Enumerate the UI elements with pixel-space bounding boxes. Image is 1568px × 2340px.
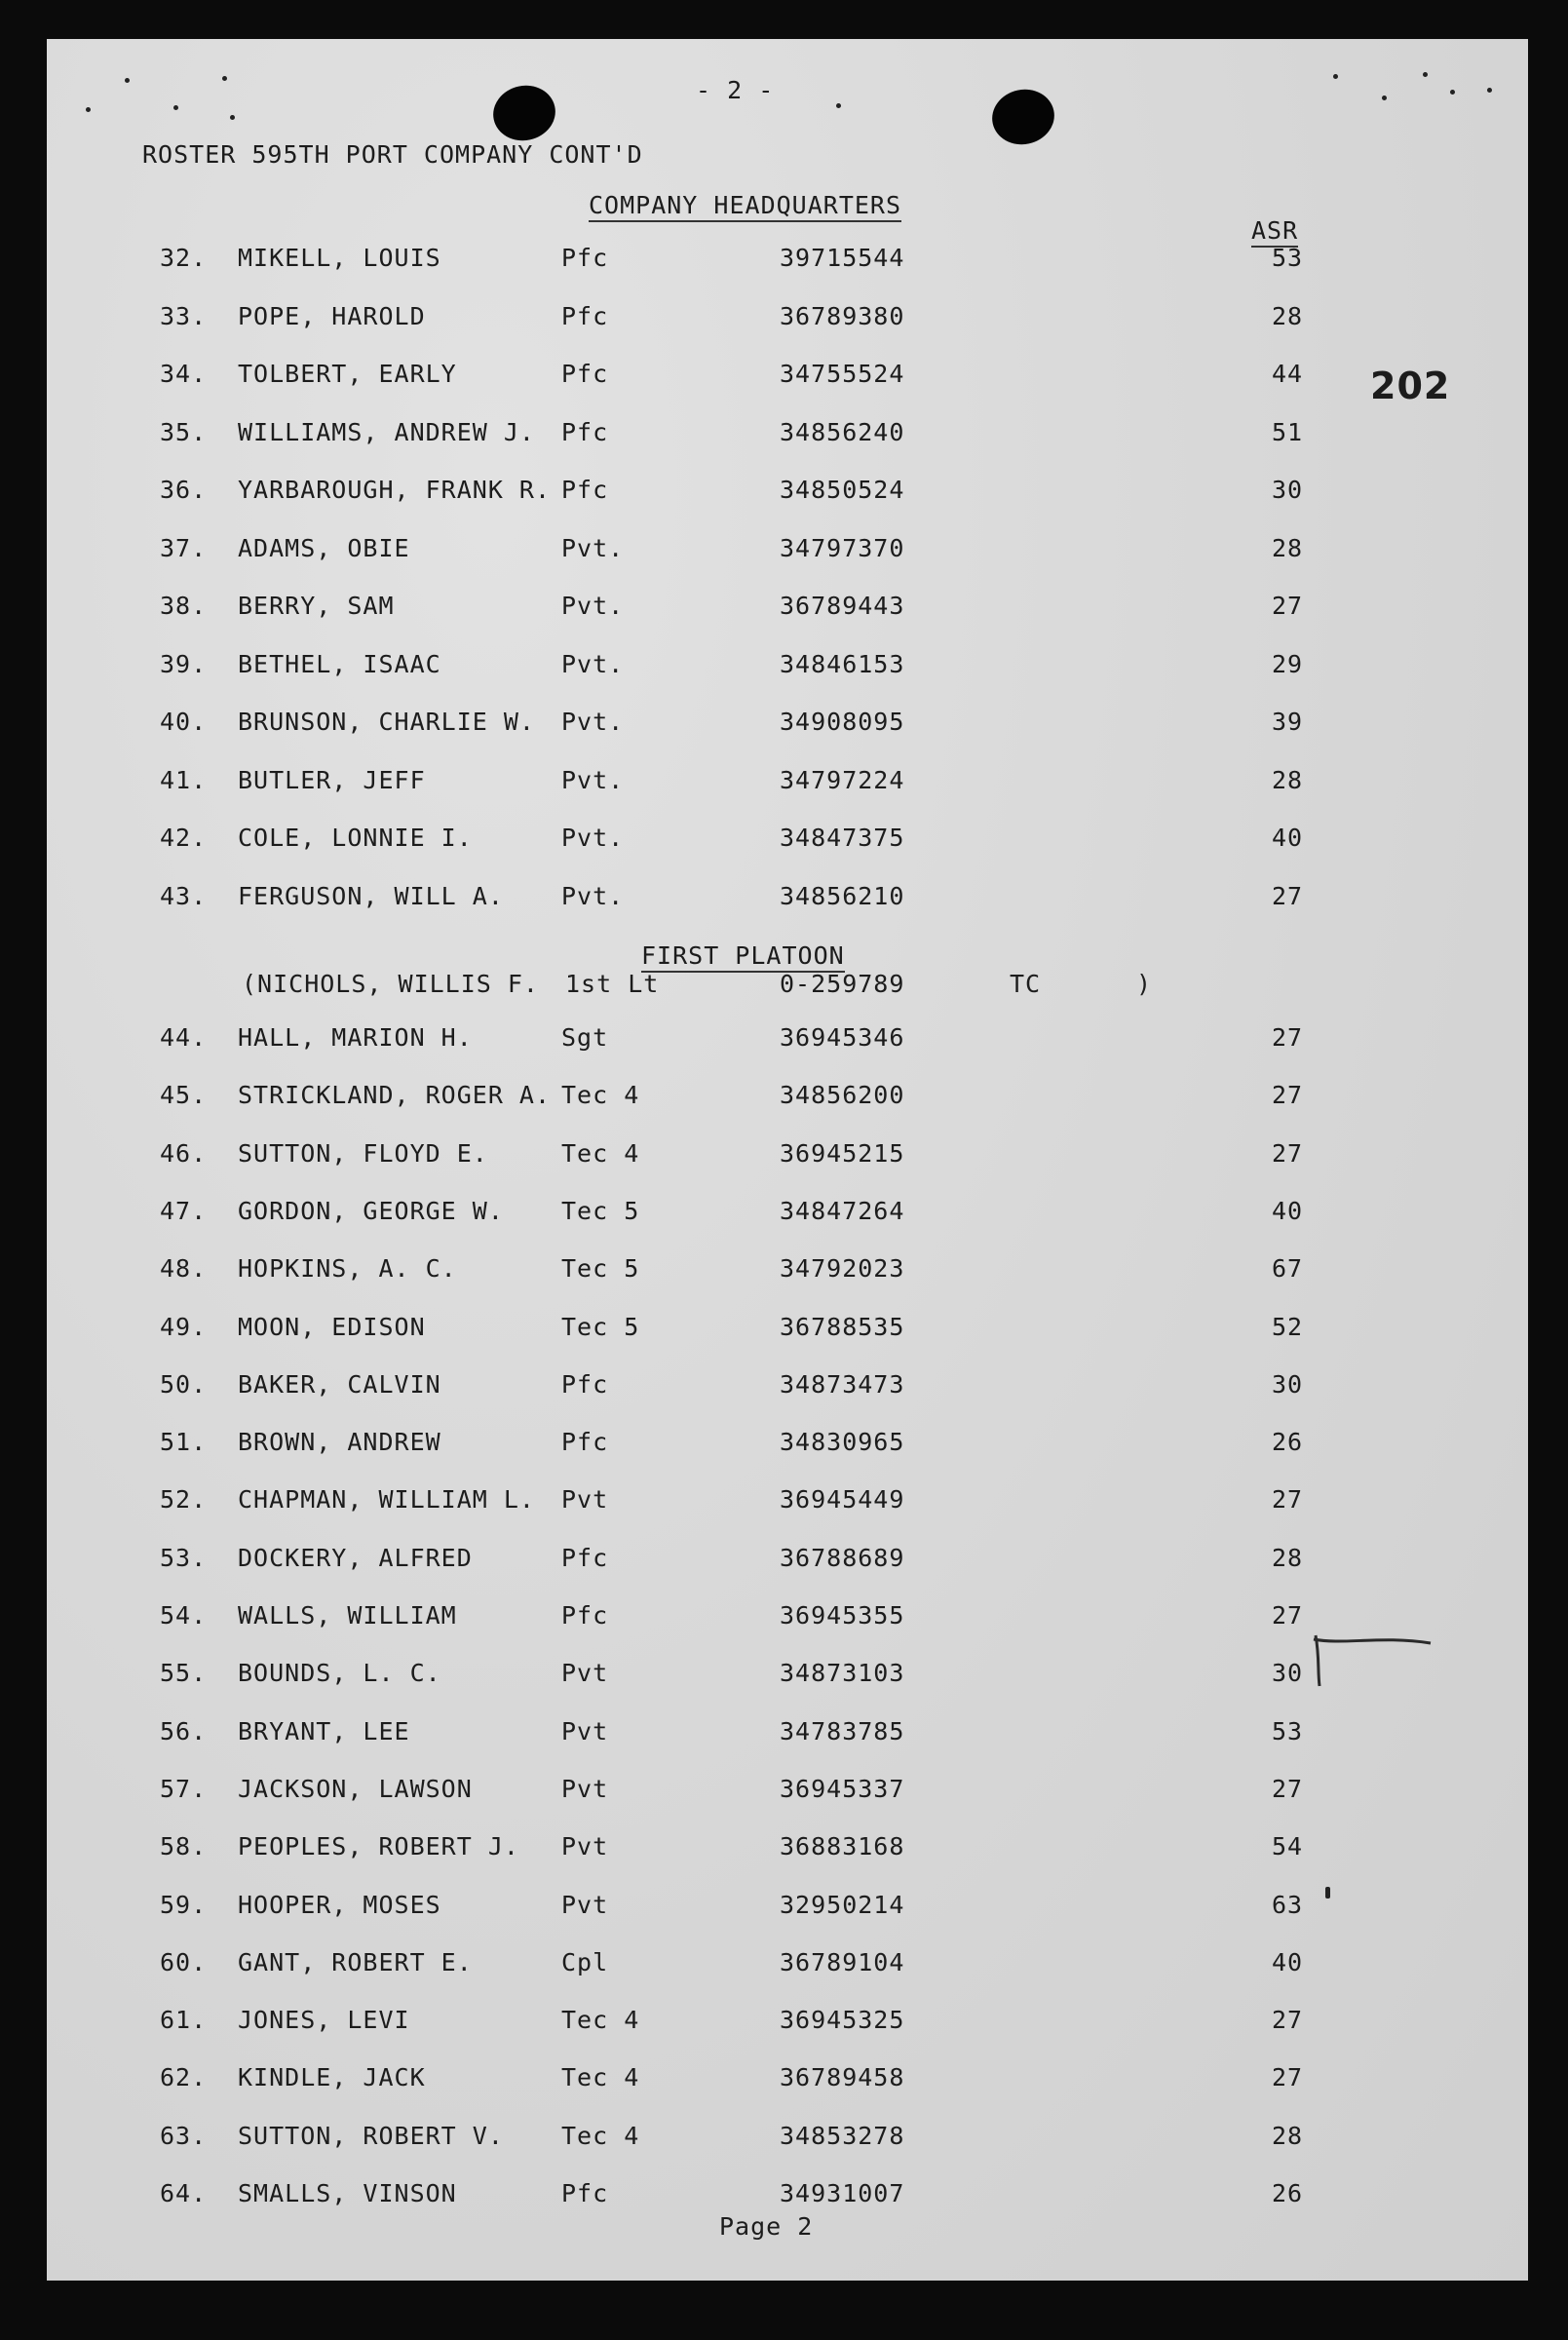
row-rank: Tec 5 bbox=[561, 1312, 640, 1341]
row-serial-number: 34755524 bbox=[780, 360, 905, 388]
row-name: SUTTON, FLOYD E. bbox=[238, 1138, 488, 1168]
row-number: 38. bbox=[160, 592, 208, 620]
speck bbox=[173, 105, 178, 110]
roster-row bbox=[47, 766, 1528, 805]
row-name: SUTTON, ROBERT V. bbox=[238, 2121, 504, 2150]
roster-row bbox=[47, 1081, 1528, 1120]
row-serial-number: 34792023 bbox=[780, 1254, 905, 1284]
row-asr-score: 27 bbox=[1271, 1081, 1304, 1110]
row-serial-number: 36789443 bbox=[780, 592, 905, 620]
roster-row bbox=[47, 708, 1528, 747]
officer-name: (NICHOLS, WILLIS F. bbox=[242, 970, 539, 998]
roster-row bbox=[47, 1428, 1528, 1467]
row-asr-score: 30 bbox=[1271, 1369, 1304, 1399]
row-name: YARBAROUGH, FRANK R. bbox=[238, 476, 552, 504]
row-name: ADAMS, OBIE bbox=[238, 533, 410, 562]
roster-row bbox=[47, 1485, 1528, 1524]
row-rank: Tec 5 bbox=[561, 1196, 640, 1225]
row-number: 55. bbox=[160, 1659, 208, 1688]
row-serial-number: 34856200 bbox=[780, 1081, 905, 1110]
row-number: 62. bbox=[160, 2063, 208, 2092]
roster-row bbox=[47, 418, 1528, 457]
row-asr-score: 44 bbox=[1271, 360, 1304, 388]
row-name: BERRY, SAM bbox=[238, 592, 395, 620]
row-rank: Tec 4 bbox=[561, 1138, 640, 1168]
officer-note: TC bbox=[1010, 970, 1042, 998]
row-name: MOON, EDISON bbox=[238, 1312, 426, 1341]
row-asr-score: 27 bbox=[1271, 1774, 1304, 1803]
row-asr-score: 63 bbox=[1271, 1890, 1304, 1919]
row-name: WILLIAMS, ANDREW J. bbox=[238, 417, 535, 446]
row-rank: Pvt bbox=[561, 1890, 609, 1919]
punch-hole-left bbox=[488, 80, 560, 146]
row-number: 35. bbox=[160, 417, 208, 446]
row-rank: Cpl bbox=[561, 1947, 609, 1976]
row-asr-score: 67 bbox=[1271, 1254, 1304, 1284]
roster-row bbox=[47, 592, 1528, 631]
row-name: CHAPMAN, WILLIAM L. bbox=[238, 1485, 535, 1515]
row-serial-number: 32950214 bbox=[780, 1890, 905, 1919]
row-name: FERGUSON, WILL A. bbox=[238, 881, 504, 910]
row-asr-score: 27 bbox=[1271, 1138, 1304, 1168]
row-rank: Pvt bbox=[561, 1774, 609, 1803]
row-name: GORDON, GEORGE W. bbox=[238, 1196, 504, 1225]
officer-serial: 0-259789 bbox=[780, 970, 905, 998]
row-rank: Pfc bbox=[561, 1543, 609, 1572]
row-rank: Pvt. bbox=[561, 592, 625, 620]
row-number: 40. bbox=[160, 708, 208, 736]
row-number: 42. bbox=[160, 824, 208, 852]
officer-row bbox=[47, 970, 1528, 1009]
page-footer: Page 2 bbox=[719, 2212, 814, 2241]
row-serial-number: 34850524 bbox=[780, 476, 905, 504]
row-number: 52. bbox=[160, 1485, 208, 1515]
row-serial-number: 36945355 bbox=[780, 1601, 905, 1630]
speck bbox=[1325, 1887, 1330, 1899]
roster-row bbox=[47, 360, 1528, 399]
row-name: BETHEL, ISAAC bbox=[238, 649, 441, 678]
row-asr-score: 26 bbox=[1271, 1428, 1304, 1457]
speck bbox=[1382, 96, 1387, 100]
page-marker: - 2 - bbox=[696, 76, 775, 104]
handwritten-mark bbox=[1304, 1628, 1440, 1706]
row-asr-score: 40 bbox=[1271, 1947, 1304, 1976]
roster-row bbox=[47, 1254, 1528, 1293]
row-rank: Pvt bbox=[561, 1832, 609, 1861]
roster-row bbox=[47, 1775, 1528, 1814]
row-serial-number: 34908095 bbox=[780, 708, 905, 736]
roster-row bbox=[47, 824, 1528, 863]
roster-row bbox=[47, 302, 1528, 341]
row-number: 63. bbox=[160, 2121, 208, 2150]
row-rank: Pfc bbox=[561, 1601, 609, 1630]
row-asr-score: 30 bbox=[1271, 1659, 1304, 1688]
row-name: PEOPLES, ROBERT J. bbox=[238, 1832, 519, 1861]
row-number: 39. bbox=[160, 649, 208, 678]
row-asr-score: 40 bbox=[1271, 1196, 1304, 1225]
row-name: HOOPER, MOSES bbox=[238, 1890, 441, 1919]
row-asr-score: 53 bbox=[1271, 244, 1304, 272]
speck bbox=[230, 115, 235, 120]
row-rank: Tec 4 bbox=[561, 2006, 640, 2035]
row-asr-score: 27 bbox=[1271, 2063, 1304, 2092]
officer-close-paren: ) bbox=[1136, 970, 1153, 998]
row-rank: Pfc bbox=[561, 244, 609, 272]
speck bbox=[222, 76, 227, 81]
row-serial-number: 34797370 bbox=[780, 533, 905, 562]
row-asr-score: 28 bbox=[1271, 301, 1304, 330]
row-name: STRICKLAND, ROGER A. bbox=[238, 1081, 552, 1110]
row-name: JACKSON, LAWSON bbox=[238, 1774, 473, 1803]
row-rank: Sgt bbox=[561, 1023, 609, 1052]
row-name: GANT, ROBERT E. bbox=[238, 1947, 473, 1976]
row-serial-number: 36788535 bbox=[780, 1312, 905, 1341]
row-number: 58. bbox=[160, 1832, 208, 1861]
row-number: 46. bbox=[160, 1138, 208, 1168]
roster-row bbox=[47, 1023, 1528, 1062]
row-rank: Pvt. bbox=[561, 881, 625, 910]
row-asr-score: 27 bbox=[1271, 1023, 1304, 1052]
row-serial-number: 36789104 bbox=[780, 1947, 905, 1976]
row-rank: Pfc bbox=[561, 360, 609, 388]
roster-row bbox=[47, 534, 1528, 573]
row-number: 49. bbox=[160, 1312, 208, 1341]
row-name: POPE, HAROLD bbox=[238, 301, 426, 330]
roster-row bbox=[47, 1948, 1528, 1987]
row-number: 61. bbox=[160, 2006, 208, 2035]
punch-hole-right bbox=[987, 84, 1059, 150]
row-serial-number: 34797224 bbox=[780, 765, 905, 794]
roster-row bbox=[47, 244, 1528, 283]
row-rank: Pvt bbox=[561, 1716, 609, 1745]
row-serial-number: 36883168 bbox=[780, 1832, 905, 1861]
row-number: 54. bbox=[160, 1601, 208, 1630]
row-name: WALLS, WILLIAM bbox=[238, 1601, 457, 1630]
roster-row bbox=[47, 2006, 1528, 2045]
row-number: 41. bbox=[160, 765, 208, 794]
row-name: HALL, MARION H. bbox=[238, 1023, 473, 1052]
roster-row bbox=[47, 1832, 1528, 1871]
row-asr-score: 27 bbox=[1271, 2006, 1304, 2035]
asr-column-header: ASR bbox=[1251, 216, 1298, 248]
row-asr-score: 28 bbox=[1271, 2121, 1304, 2150]
row-rank: Pfc bbox=[561, 301, 609, 330]
row-number: 33. bbox=[160, 301, 208, 330]
row-name: BUTLER, JEFF bbox=[238, 765, 426, 794]
speck bbox=[836, 103, 841, 108]
row-serial-number: 34830965 bbox=[780, 1428, 905, 1457]
row-serial-number: 36945325 bbox=[780, 2006, 905, 2035]
roster-row bbox=[47, 1891, 1528, 1930]
row-asr-score: 28 bbox=[1271, 765, 1304, 794]
row-number: 64. bbox=[160, 2179, 208, 2207]
roster-row bbox=[47, 1197, 1528, 1236]
row-serial-number: 34873473 bbox=[780, 1369, 905, 1399]
row-asr-score: 39 bbox=[1271, 708, 1304, 736]
row-asr-score: 40 bbox=[1271, 824, 1304, 852]
roster-row bbox=[47, 1717, 1528, 1756]
row-rank: Tec 5 bbox=[561, 1254, 640, 1284]
row-number: 53. bbox=[160, 1543, 208, 1572]
row-rank: Tec 4 bbox=[561, 2121, 640, 2150]
row-name: JONES, LEVI bbox=[238, 2006, 410, 2035]
row-rank: Pvt bbox=[561, 1659, 609, 1688]
speck bbox=[1423, 72, 1428, 77]
row-number: 36. bbox=[160, 476, 208, 504]
row-serial-number: 39715544 bbox=[780, 244, 905, 272]
row-name: COLE, LONNIE I. bbox=[238, 824, 473, 852]
roster-row bbox=[47, 476, 1528, 515]
row-asr-score: 28 bbox=[1271, 533, 1304, 562]
row-serial-number: 34931007 bbox=[780, 2179, 905, 2207]
row-asr-score: 27 bbox=[1271, 592, 1304, 620]
row-number: 60. bbox=[160, 1947, 208, 1976]
row-name: KINDLE, JACK bbox=[238, 2063, 426, 2092]
row-serial-number: 34783785 bbox=[780, 1716, 905, 1745]
row-asr-score: 29 bbox=[1271, 649, 1304, 678]
row-asr-score: 27 bbox=[1271, 881, 1304, 910]
row-rank: Pvt bbox=[561, 1485, 609, 1515]
speck bbox=[1487, 88, 1492, 93]
row-number: 43. bbox=[160, 881, 208, 910]
row-number: 45. bbox=[160, 1081, 208, 1110]
row-rank: Pvt. bbox=[561, 765, 625, 794]
row-serial-number: 36789458 bbox=[780, 2063, 905, 2092]
row-rank: Pfc bbox=[561, 2179, 609, 2207]
row-name: HOPKINS, A. C. bbox=[238, 1254, 457, 1284]
row-number: 48. bbox=[160, 1254, 208, 1284]
roster-row bbox=[47, 650, 1528, 689]
document-page bbox=[47, 39, 1528, 2281]
row-serial-number: 34847375 bbox=[780, 824, 905, 852]
row-serial-number: 36945449 bbox=[780, 1485, 905, 1515]
row-number: 59. bbox=[160, 1890, 208, 1919]
row-asr-score: 30 bbox=[1271, 476, 1304, 504]
row-asr-score: 27 bbox=[1271, 1485, 1304, 1515]
row-serial-number: 36945215 bbox=[780, 1138, 905, 1168]
row-serial-number: 36945346 bbox=[780, 1023, 905, 1052]
row-name: DOCKERY, ALFRED bbox=[238, 1543, 473, 1572]
row-asr-score: 52 bbox=[1271, 1312, 1304, 1341]
row-name: BAKER, CALVIN bbox=[238, 1369, 441, 1399]
row-number: 44. bbox=[160, 1023, 208, 1052]
row-asr-score: 28 bbox=[1271, 1543, 1304, 1572]
row-serial-number: 34846153 bbox=[780, 649, 905, 678]
row-name: BRUNSON, CHARLIE W. bbox=[238, 708, 535, 736]
row-serial-number: 34873103 bbox=[780, 1659, 905, 1688]
roster-row bbox=[47, 1139, 1528, 1178]
row-number: 34. bbox=[160, 360, 208, 388]
row-rank: Pvt. bbox=[561, 649, 625, 678]
row-serial-number: 34853278 bbox=[780, 2121, 905, 2150]
row-name: BRYANT, LEE bbox=[238, 1716, 410, 1745]
roster-row bbox=[47, 2122, 1528, 2161]
row-rank: Tec 4 bbox=[561, 1081, 640, 1110]
document-title: ROSTER 595TH PORT COMPANY CONT'D bbox=[142, 140, 643, 169]
row-name: MIKELL, LOUIS bbox=[238, 244, 441, 272]
row-serial-number: 36945337 bbox=[780, 1774, 905, 1803]
row-asr-score: 53 bbox=[1271, 1716, 1304, 1745]
row-asr-score: 26 bbox=[1271, 2179, 1304, 2207]
row-asr-score: 51 bbox=[1271, 417, 1304, 446]
row-number: 32. bbox=[160, 244, 208, 272]
row-name: SMALLS, VINSON bbox=[238, 2179, 457, 2207]
section-heading-hq: COMPANY HEADQUARTERS bbox=[589, 191, 901, 222]
row-serial-number: 34856210 bbox=[780, 881, 905, 910]
row-number: 37. bbox=[160, 533, 208, 562]
row-name: TOLBERT, EARLY bbox=[238, 360, 457, 388]
speck bbox=[1333, 74, 1338, 79]
row-number: 56. bbox=[160, 1716, 208, 1745]
row-number: 50. bbox=[160, 1369, 208, 1399]
row-rank: Pvt. bbox=[561, 824, 625, 852]
row-rank: Pvt. bbox=[561, 533, 625, 562]
stamp-number: 202 bbox=[1370, 364, 1451, 407]
row-serial-number: 34847264 bbox=[780, 1196, 905, 1225]
row-rank: Pvt. bbox=[561, 708, 625, 736]
speck bbox=[1450, 90, 1455, 95]
row-rank: Tec 4 bbox=[561, 2063, 640, 2092]
row-asr-score: 54 bbox=[1271, 1832, 1304, 1861]
row-asr-score: 27 bbox=[1271, 1601, 1304, 1630]
row-rank: Pfc bbox=[561, 1369, 609, 1399]
speck bbox=[86, 107, 91, 112]
row-number: 57. bbox=[160, 1774, 208, 1803]
officer-rank: 1st Lt bbox=[565, 970, 660, 998]
row-serial-number: 34856240 bbox=[780, 417, 905, 446]
row-serial-number: 36788689 bbox=[780, 1543, 905, 1572]
roster-row bbox=[47, 1313, 1528, 1352]
row-name: BROWN, ANDREW bbox=[238, 1428, 441, 1457]
roster-row bbox=[47, 1544, 1528, 1583]
row-rank: Pfc bbox=[561, 1428, 609, 1457]
row-number: 47. bbox=[160, 1196, 208, 1225]
row-name: BOUNDS, L. C. bbox=[238, 1659, 441, 1688]
roster-row bbox=[47, 1370, 1528, 1409]
roster-row bbox=[47, 2063, 1528, 2102]
row-rank: Pfc bbox=[561, 476, 609, 504]
roster-row bbox=[47, 882, 1528, 921]
row-number: 51. bbox=[160, 1428, 208, 1457]
row-rank: Pfc bbox=[561, 417, 609, 446]
row-serial-number: 36789380 bbox=[780, 301, 905, 330]
section-heading-first-platoon: FIRST PLATOON bbox=[641, 941, 845, 973]
speck bbox=[125, 78, 130, 83]
